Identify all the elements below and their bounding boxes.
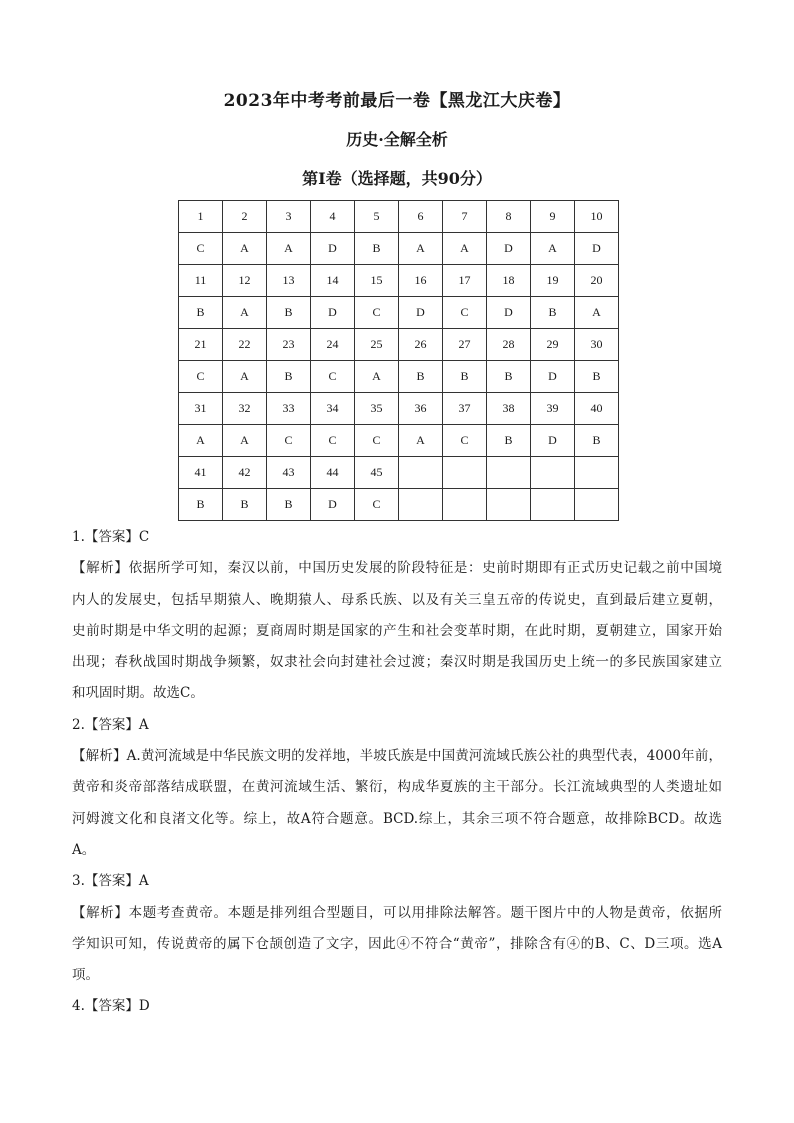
question-number-cell: 29 <box>531 329 575 361</box>
analysis-line: 【解析】本题考查黄帝。本题是排列组合型题目，可以用排除法解答。题干图片中的人物是黄帝，依据所 <box>72 904 722 921</box>
question-number-cell: 40 <box>575 393 619 425</box>
answer-cell: B <box>179 489 223 521</box>
answer-cell: A <box>575 297 619 329</box>
answer-cell: C <box>179 361 223 393</box>
question-number-cell: 30 <box>575 329 619 361</box>
question-number-cell: 4 <box>311 201 355 233</box>
answer-row <box>179 233 619 265</box>
question-number-cell: 20 <box>575 265 619 297</box>
question-number-cell <box>443 457 487 489</box>
answer-cell: D <box>311 489 355 521</box>
question-number-row <box>179 265 619 297</box>
analysis-line: 内人的发展史，包括早期猿人、晚期猿人、母系氏族、以及有关三皇五帝的传说史，直到最后建立夏朝， <box>72 591 722 608</box>
analysis-line: 出现；春秋战国时期战争频繁，奴隶社会向封建社会过渡；秦汉时期是我国历史上统一的多民族国家建立 <box>72 654 722 671</box>
question-number-cell: 35 <box>355 393 399 425</box>
question-number-cell: 18 <box>487 265 531 297</box>
analysis-line: 黄帝和炎帝部落结成联盟，在黄河流域生活、繁衍，构成华夏族的主干部分。长江流域典型的人类遗址如 <box>72 779 722 796</box>
answer-cell: D <box>399 297 443 329</box>
question-number-cell: 22 <box>223 329 267 361</box>
question-number-cell <box>531 457 575 489</box>
question-number-cell: 6 <box>399 201 443 233</box>
question-number-cell: 8 <box>487 201 531 233</box>
question-number-cell: 13 <box>267 265 311 297</box>
question-number-cell: 10 <box>575 201 619 233</box>
analysis-line: 项。 <box>72 967 99 984</box>
answer-cell: D <box>487 297 531 329</box>
question-number-cell: 19 <box>531 265 575 297</box>
answer-line: 1.【答案】C <box>72 529 150 545</box>
question-number-row <box>179 457 619 489</box>
question-number-cell: 34 <box>311 393 355 425</box>
answer-cell: A <box>355 361 399 393</box>
question-number-row <box>179 329 619 361</box>
analysis-line: A。 <box>72 841 96 858</box>
answer-cell: C <box>355 425 399 457</box>
answer-cell: A <box>223 233 267 265</box>
question-number-cell: 36 <box>399 393 443 425</box>
answer-cell: D <box>575 233 619 265</box>
question-number-cell: 14 <box>311 265 355 297</box>
question-number-cell: 2 <box>223 201 267 233</box>
question-number-cell: 33 <box>267 393 311 425</box>
question-number-row <box>179 201 619 233</box>
answer-cell: D <box>487 233 531 265</box>
question-number-cell: 1 <box>179 201 223 233</box>
question-number-cell: 28 <box>487 329 531 361</box>
question-number-cell: 17 <box>443 265 487 297</box>
question-number-cell: 27 <box>443 329 487 361</box>
answer-cell: A <box>399 233 443 265</box>
question-number-cell: 38 <box>487 393 531 425</box>
answer-cell: C <box>443 297 487 329</box>
answer-cell: A <box>223 297 267 329</box>
question-number-cell: 25 <box>355 329 399 361</box>
answer-cell <box>531 489 575 521</box>
question-number-cell: 43 <box>267 457 311 489</box>
answer-line: 3.【答案】A <box>72 873 149 890</box>
answer-cell: A <box>267 233 311 265</box>
question-number-cell: 12 <box>223 265 267 297</box>
answer-cell: A <box>223 425 267 457</box>
answer-row <box>179 489 619 521</box>
answer-cell: A <box>531 233 575 265</box>
answer-cell: B <box>575 425 619 457</box>
question-number-cell: 41 <box>179 457 223 489</box>
answer-cell: D <box>311 297 355 329</box>
answer-cell: B <box>487 425 531 457</box>
question-number-row <box>179 393 619 425</box>
answer-cell: C <box>355 297 399 329</box>
question-number-cell: 32 <box>223 393 267 425</box>
page-title: 2023年中考考前最后一卷【黑龙江大庆卷】 <box>223 91 571 111</box>
answer-cell: C <box>179 233 223 265</box>
answer-cell: C <box>355 489 399 521</box>
answer-cell: A <box>179 425 223 457</box>
question-number-cell: 5 <box>355 201 399 233</box>
answer-cell <box>443 489 487 521</box>
question-number-cell: 44 <box>311 457 355 489</box>
answer-cell <box>399 489 443 521</box>
question-block-1 <box>72 522 722 1023</box>
page-subtitle: 历史·全解全析 <box>346 130 448 149</box>
question-number-cell: 26 <box>399 329 443 361</box>
answer-cell: B <box>575 361 619 393</box>
answer-cell: C <box>311 425 355 457</box>
question-number-cell: 7 <box>443 201 487 233</box>
answer-table <box>178 200 619 521</box>
answer-cell: B <box>399 361 443 393</box>
answer-cell: A <box>223 361 267 393</box>
question-number-cell <box>399 457 443 489</box>
question-number-cell <box>487 457 531 489</box>
answer-cell: C <box>267 425 311 457</box>
analysis-line: 【解析】A.黄河流域是中华民族文明的发祥地，半坡氏族是中国黄河流域氏族公社的典型代表，4000年前， <box>72 748 722 765</box>
answer-row <box>179 361 619 393</box>
answer-cell: B <box>223 489 267 521</box>
answer-line: 2.【答案】A <box>72 716 149 733</box>
answer-row <box>179 297 619 329</box>
analysis-line: 学知识可知，传说黄帝的属下仓颉创造了文字，因此④不符合“黄帝”，排除含有④的B、C、D三项。选A <box>72 935 722 952</box>
answer-cell: D <box>531 361 575 393</box>
analysis-line: 【解析】依据所学可知，秦汉以前，中国历史发展的阶段特征是：史前时期即有正式历史记载之前中国境 <box>72 560 722 577</box>
answer-row <box>179 425 619 457</box>
answer-cell: B <box>267 361 311 393</box>
question-number-cell: 23 <box>267 329 311 361</box>
question-number-cell: 31 <box>179 393 223 425</box>
answer-cell: D <box>311 233 355 265</box>
question-number-cell: 37 <box>443 393 487 425</box>
question-number-cell: 21 <box>179 329 223 361</box>
answer-cell: B <box>487 361 531 393</box>
answer-cell: C <box>443 425 487 457</box>
analysis-line: 河姆渡文化和良渚文化等。综上，故A符合题意。BCD.综上，其余三项不符合题意，故排除BCD。故选 <box>72 810 722 827</box>
answer-cell: C <box>311 361 355 393</box>
answer-cell: A <box>399 425 443 457</box>
question-number-cell: 11 <box>179 265 223 297</box>
answer-cell: B <box>267 489 311 521</box>
answer-cell: B <box>443 361 487 393</box>
question-number-cell: 45 <box>355 457 399 489</box>
answer-cell <box>487 489 531 521</box>
answer-cell: D <box>531 425 575 457</box>
question-number-cell: 24 <box>311 329 355 361</box>
answer-cell: B <box>179 297 223 329</box>
question-number-cell: 42 <box>223 457 267 489</box>
answer-cell: B <box>531 297 575 329</box>
question-number-cell: 16 <box>399 265 443 297</box>
question-number-cell: 15 <box>355 265 399 297</box>
analysis-line: 和巩固时期。故选C。 <box>72 685 204 702</box>
analysis-line: 史前时期是中华文明的起源；夏商周时期是国家的产生和社会变革时期，在此时期，夏朝建立，国家开始 <box>72 622 722 639</box>
answer-line: 4.【答案】D <box>72 998 150 1015</box>
question-number-cell: 9 <box>531 201 575 233</box>
answer-cell: A <box>443 233 487 265</box>
answer-cell <box>575 489 619 521</box>
question-number-cell: 39 <box>531 393 575 425</box>
answer-cell: B <box>355 233 399 265</box>
answer-cell: B <box>267 297 311 329</box>
question-number-cell <box>575 457 619 489</box>
question-number-cell: 3 <box>267 201 311 233</box>
section-title: 第Ⅰ卷（选择题，共90分） <box>302 169 492 188</box>
